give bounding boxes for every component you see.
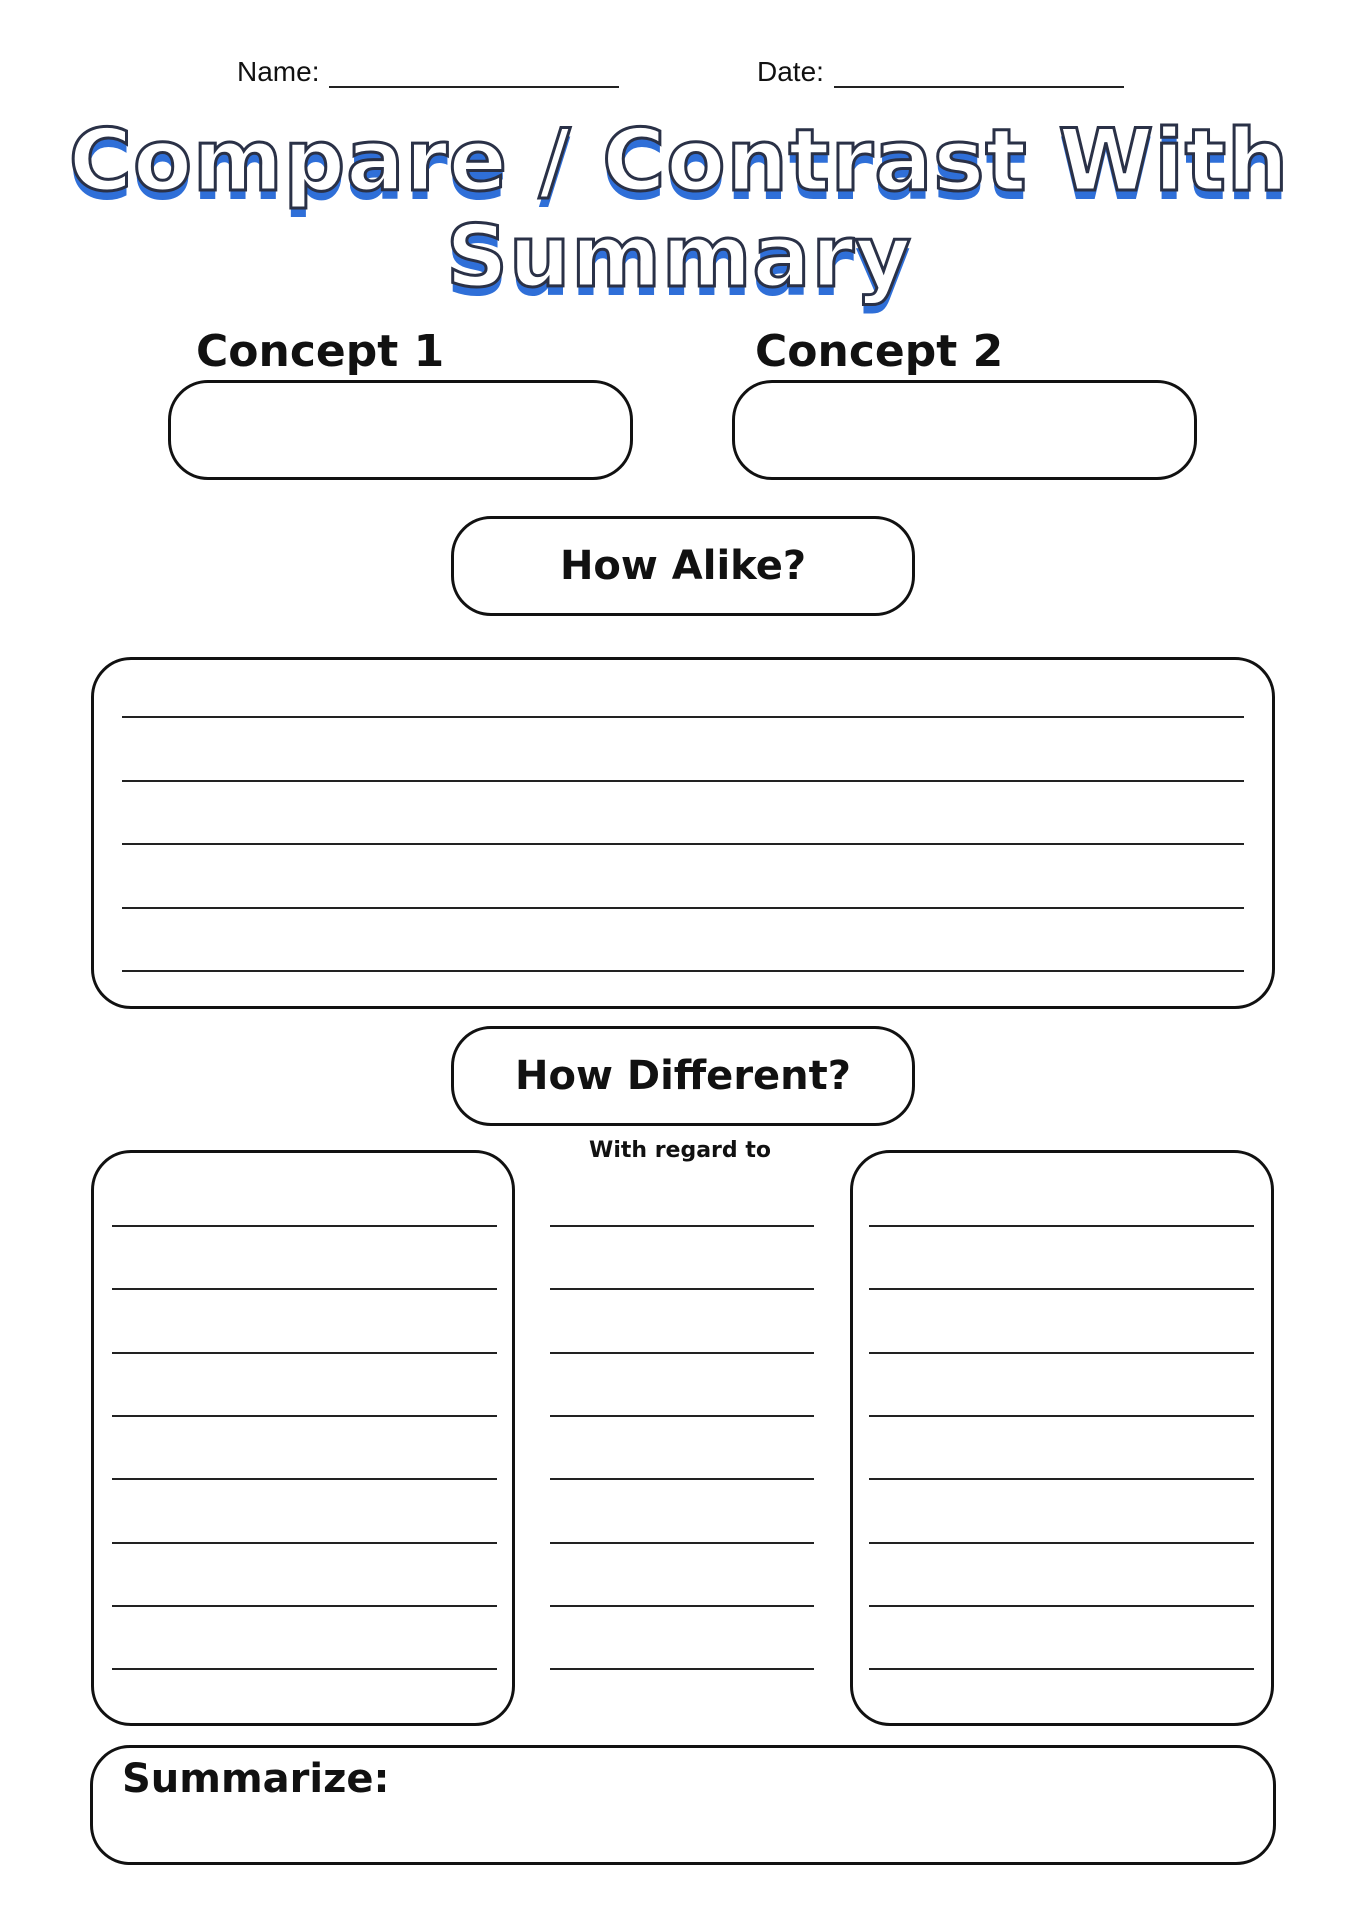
concept-1-difference-line[interactable] (112, 1225, 497, 1227)
concept-2-difference-line[interactable] (869, 1288, 1254, 1290)
with-regard-to-line[interactable] (550, 1668, 814, 1670)
concept-1-difference-line[interactable] (112, 1352, 497, 1354)
with-regard-to-label: With regard to (589, 1138, 771, 1163)
concept-2-difference-line[interactable] (869, 1605, 1254, 1607)
concept-2-difference-line[interactable] (869, 1668, 1254, 1670)
concept-1-difference-line[interactable] (112, 1415, 497, 1417)
alike-box[interactable] (91, 657, 1275, 1009)
concept-1-difference-line[interactable] (112, 1605, 497, 1607)
with-regard-to-line[interactable] (550, 1415, 814, 1417)
concept-1-difference-line[interactable] (112, 1542, 497, 1544)
with-regard-to-line[interactable] (550, 1605, 814, 1607)
how-different-heading (451, 1026, 915, 1126)
name-label: Name: (237, 56, 320, 87)
concept-1-box[interactable] (168, 380, 633, 480)
name-field[interactable] (237, 56, 619, 88)
date-blank[interactable] (834, 60, 1124, 88)
page-title-line2: Summary (446, 207, 912, 307)
how-different-label: How Different? (515, 1053, 851, 1099)
name-blank[interactable] (329, 60, 619, 88)
date-field[interactable] (757, 56, 1124, 88)
concept-2-difference-line[interactable] (869, 1415, 1254, 1417)
concept-1-difference-line[interactable] (112, 1478, 497, 1480)
how-alike-heading (451, 516, 915, 616)
with-regard-to-line[interactable] (550, 1225, 814, 1227)
with-regard-to-line[interactable] (550, 1352, 814, 1354)
concept-1-difference-line[interactable] (112, 1668, 497, 1670)
alike-writing-line[interactable] (122, 907, 1244, 909)
concept-2-difference-line[interactable] (869, 1542, 1254, 1544)
concept-2-difference-line[interactable] (869, 1352, 1254, 1354)
concept-2-differences-box[interactable] (850, 1150, 1274, 1726)
concept-1-difference-line[interactable] (112, 1288, 497, 1290)
concept-2-difference-line[interactable] (869, 1478, 1254, 1480)
summarize-label: Summarize: (122, 1756, 390, 1802)
with-regard-to-line[interactable] (550, 1288, 814, 1290)
alike-writing-line[interactable] (122, 970, 1244, 972)
concept-2-difference-line[interactable] (869, 1225, 1254, 1227)
alike-writing-line[interactable] (122, 780, 1244, 782)
concept-2-label: Concept 2 (755, 326, 1004, 377)
concept-1-label: Concept 1 (196, 326, 445, 377)
concept-1-differences-box[interactable] (91, 1150, 515, 1726)
date-label: Date: (757, 56, 824, 87)
alike-writing-line[interactable] (122, 716, 1244, 718)
with-regard-to-line[interactable] (550, 1478, 814, 1480)
alike-writing-line[interactable] (122, 843, 1244, 845)
page-title: Compare / Contrast With (68, 111, 1290, 211)
concept-2-box[interactable] (732, 380, 1197, 480)
with-regard-to-line[interactable] (550, 1542, 814, 1544)
how-alike-label: How Alike? (559, 543, 807, 589)
